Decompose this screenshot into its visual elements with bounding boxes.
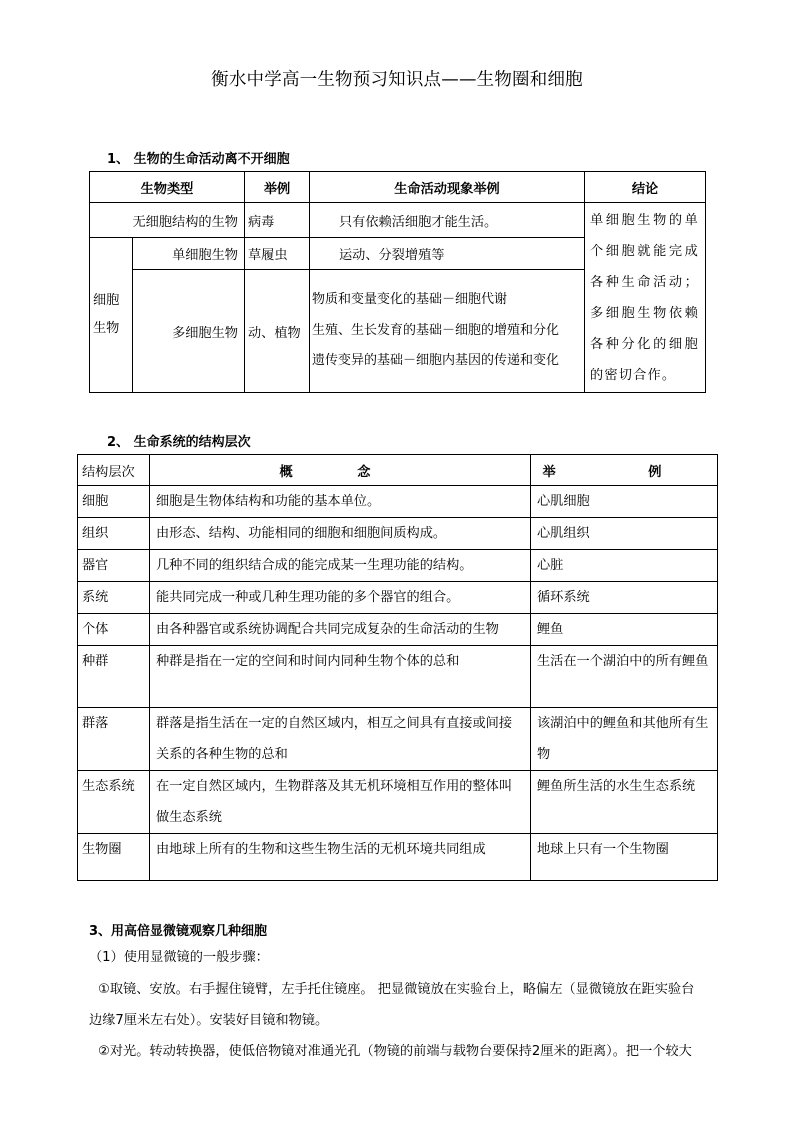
unicellular-type: 单细胞生物 [133,238,245,270]
phenomenon-line: 遗传变异的基础－细胞内基因的传递和变化 [312,353,560,369]
conclusion: 单细胞生物的单个细胞就能完成各种生命活动；多细胞生物依赖各种分化的细胞的密切合作。 [585,203,706,393]
level-cell: 群落 [78,708,150,771]
header-conclusion: 结论 [585,172,706,203]
example-cell: 该湖泊中的鲤鱼和其他所有生物 [531,708,718,771]
section3-heading: 3、用高倍显微镜观察几种细胞 [89,924,268,939]
example-cell: 生活在一个湖泊中的所有鲤鱼 [531,646,718,708]
header-type: 生物类型 [90,172,245,203]
header-concept: 概 念 [150,455,531,486]
acellular-phenomenon: 只有依赖活细胞才能生活。 [310,203,585,238]
phenomenon-line: 生殖、生长发育的基础－细胞的增殖和分化 [312,322,560,338]
concept-cell: 由形态、结构、功能相同的细胞和细胞间质构成。 [150,518,531,550]
level-cell: 生物圈 [78,834,150,881]
example-cell: 心肌组织 [531,518,718,550]
header-example: 举 例 [531,455,718,486]
level-cell: 生态系统 [78,771,150,834]
header-example: 举例 [245,172,310,203]
section2-heading: 2、 生命系统的结构层次 [107,435,251,450]
step2-line1: ②对光。转动转换器，使低倍物镜对准通光孔（物镜的前端与载物台要保持2厘米的距离）。把一个较大 [98,1044,692,1059]
table-row [78,614,718,646]
level-cell: 组织 [78,518,150,550]
phenomenon-line: 物质和变量变化的基础－细胞代谢 [312,292,508,308]
step1-line2: 边缘7厘米左右处）。安装好目镜和物镜。 [89,1013,329,1028]
concept-cell: 种群是指在一定的空间和时间内同种生物个体的总和 [150,646,531,708]
example-cell: 地球上只有一个生物圈 [531,834,718,881]
concept-cell: 能共同完成一种或几种生理功能的多个器官的组合。 [150,582,531,614]
page-title: 衡水中学高一生物预习知识点——生物圈和细胞 [211,70,583,90]
unicellular-example: 草履虫 [245,238,310,270]
multicellular-phenomena [310,270,585,393]
table-row [78,518,718,550]
table-row [78,582,718,614]
concept-cell: 由地球上所有的生物和这些生物生活的无机环境共同组成 [150,834,531,881]
multicellular-example: 动、植物 [245,270,310,393]
acellular-example: 病毒 [245,203,310,238]
step1-line1: ①取镜、安放。右手握住镜臂，左手托住镜座。 把显微镜放在实验台上，略偏左（显微镜放在距实验台 [98,982,695,997]
concept-cell: 由各种器官或系统协调配合共同完成复杂的生命活动的生物 [150,614,531,646]
life-activity-table [89,171,706,393]
level-cell: 系统 [78,582,150,614]
table-row [78,550,718,582]
header-phenomenon: 生命活动现象举例 [310,172,585,203]
table-row [78,486,718,518]
concept-cell: 细胞是生物体结构和功能的基本单位。 [150,486,531,518]
multicellular-type: 多细胞生物 [133,270,245,393]
table-row [78,834,718,881]
acellular-type: 无细胞结构的生物 [90,203,245,238]
cellular-organism-group: 细胞 生物 [90,238,133,393]
table-row [78,708,718,771]
level-cell: 器官 [78,550,150,582]
microscope-steps-heading: （1）使用显微镜的一般步骤： [89,950,269,965]
header-level: 结构层次 [78,455,150,486]
example-cell: 鲤鱼所生活的水生生态系统 [531,771,718,834]
example-cell: 鲤鱼 [531,614,718,646]
table-row [78,646,718,708]
example-cell: 循环系统 [531,582,718,614]
example-cell: 心脏 [531,550,718,582]
level-cell: 种群 [78,646,150,708]
life-system-table [77,454,718,881]
section1-heading: 1、 生物的生命活动离不开细胞 [107,152,290,167]
table-row [78,771,718,834]
concept-cell: 几种不同的组织结合成的能完成某一生理功能的结构。 [150,550,531,582]
example-cell: 心肌细胞 [531,486,718,518]
level-cell: 个体 [78,614,150,646]
concept-cell: 在一定自然区域内，生物群落及其无机环境相互作用的整体叫做生态系统 [150,771,531,834]
level-cell: 细胞 [78,486,150,518]
concept-cell: 群落是指生活在一定的自然区域内，相互之间具有直接或间接关系的各种生物的总和 [150,708,531,771]
unicellular-phenomenon: 运动、分裂增殖等 [310,238,585,270]
